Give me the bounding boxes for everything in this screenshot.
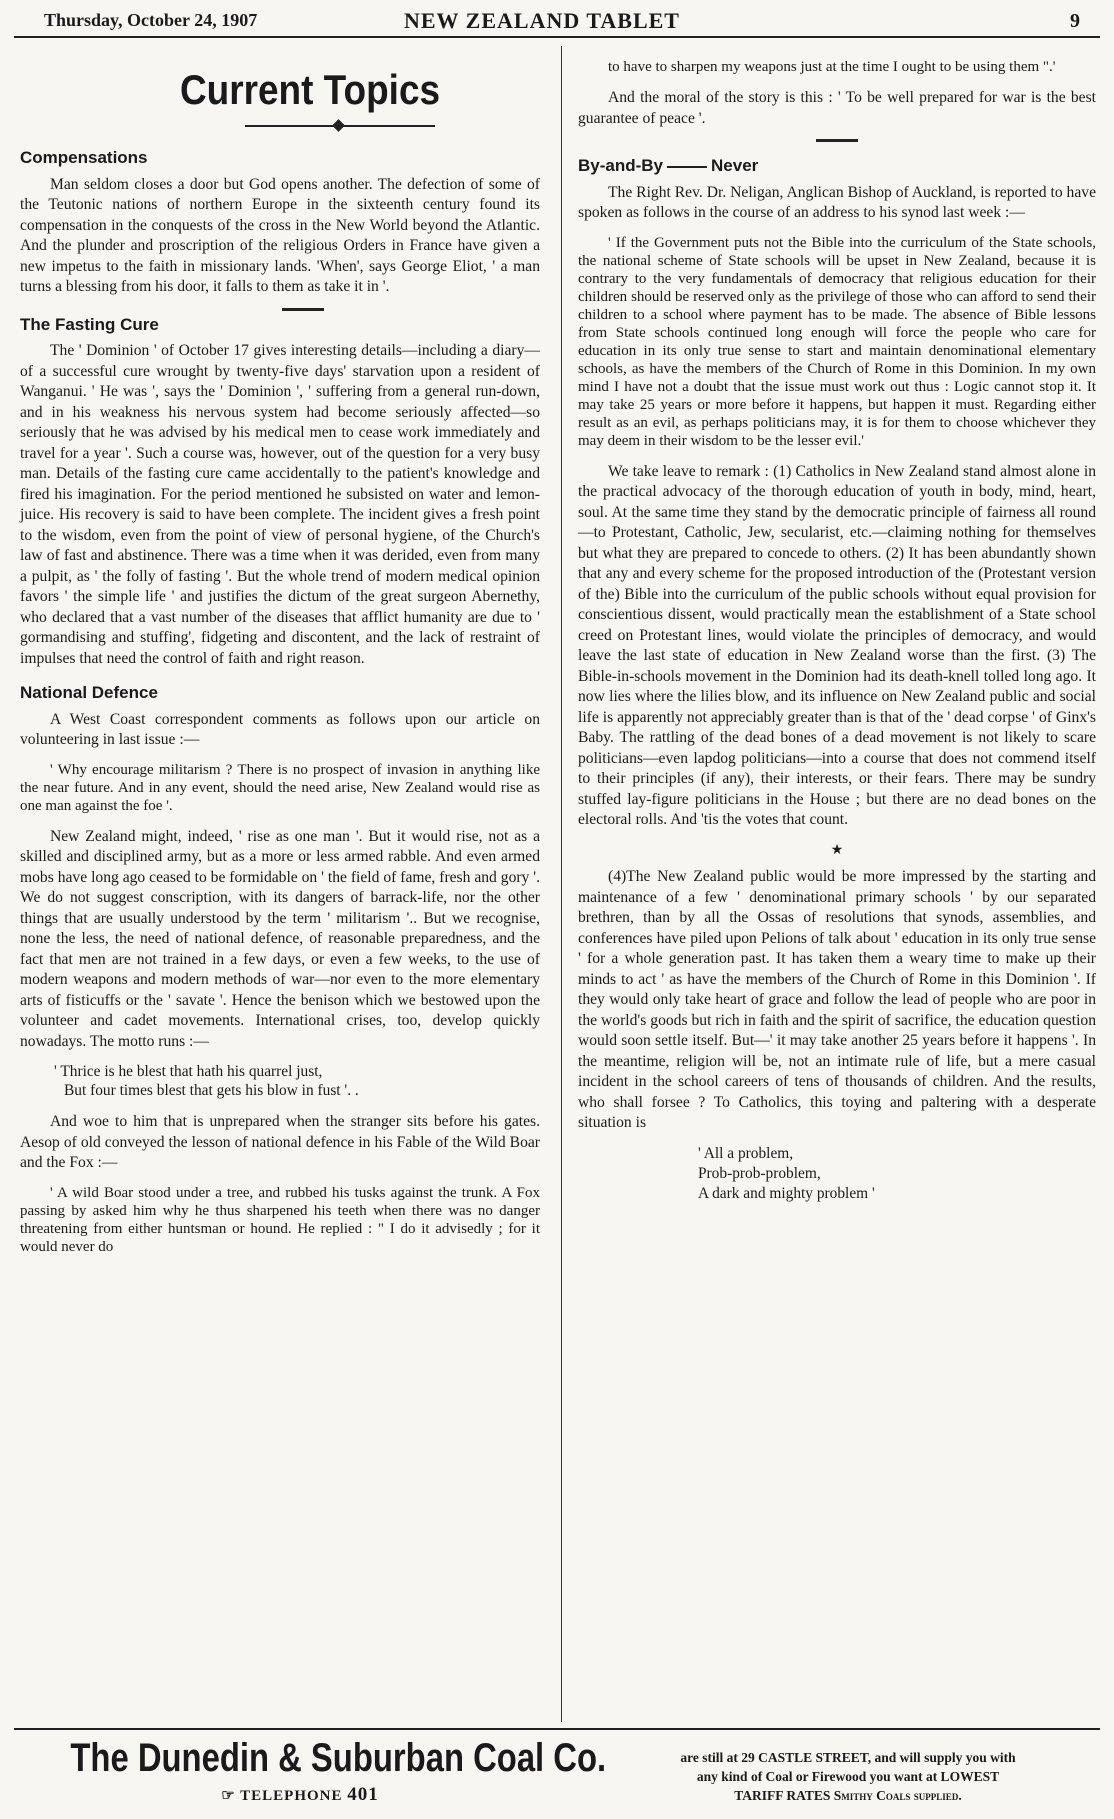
telephone-line — [20, 1784, 580, 1806]
masthead-rule — [14, 36, 1100, 38]
verse-line: But four times blest that gets his blow in fust '. . — [64, 1082, 359, 1099]
coal-company-advert — [20, 1736, 607, 1806]
verse-line: A dark and mighty problem ' — [698, 1184, 875, 1202]
left-column — [20, 48, 540, 1268]
telephone-label: TELEPHONE — [240, 1788, 343, 1804]
defence-paragraph-1: A West Coast correspondent comments as follows upon our article on volunteering in last issue :— — [20, 710, 540, 748]
telephone-number: 401 — [347, 1784, 379, 1805]
advert-line: TARIFF RATES Smithy Coals supplied. — [734, 1788, 962, 1803]
verse-line: Prob-prob-problem, — [698, 1164, 821, 1182]
headline-ornament — [80, 118, 540, 134]
bishop-quote: ' If the Government puts not the Bible into the curriculum of the State schools, the national scheme of State schools will be upset in New Zealand, because it is contrary to the very fundamentals of democracy that religious education for their children should be reserved only as the privilege of those who can afford to send their children to a school where payment has to be made. The absence of Bible lessons from State schools continued long enough will force the people who care for education in its only true sense to start and maintain denominational elementary schools, as have the members of the Church of Rome in this Dominion. In my own mind I have not a doubt that the issue must work out thus : Logic cannot stop it. It may take 25 years or more before it happens, but happen it must. Regarding either result as an evil, as perhaps politicians may, it is for them to choose whichever they may deem in their wisdom to be the lesser evil.' — [578, 234, 1096, 449]
defence-paragraph-3: And woe to him that is unprepared when the stranger sits before his gates. Aesop of old conveyed the lesson of national defence in his Fable of the Wild Boar and the Fox :— — [20, 1113, 540, 1171]
section-heading-compensations: Compensations — [20, 148, 148, 167]
by-and-by-paragraph-2: We take leave to remark : (1) Catholics in New Zealand stand almost alone in the practical advocacy of the thorough education of youth in body, mind, heart, soul. At the same time they stand by the democratic principle of fairness all round—to Protestant, Catholic, Jew, secularist, etc.—claiming nothing for themselves but what they are prepared to concede to others. (2) It has been abundantly shown that any and every scheme for the proposed introduction of the (Protestant version of the) Bible into the curriculum of the public schools without equal provision for conscientious dissent, would practically mean the establishment of a State school creed on Protestant lines, would violate the principles of democracy, and would leave the last state of education in New Zealand worse than the first. (3) The Bible-in-schools movement in the Dominion had its death-knell tolled long ago. It now lies where the lilies blow, and its influence on New Zealand public and social life is apparently not appreciably greater than is that of the ' dead corpse ' of Ginx's Baby. The rattling of the dead bones of a dead movement is not likely to scare politicians—even lapdog politicians—into a course that does not commend itself to their principles (if any), their interests, or their fears. There may be sundry stuffed lay-figure politicians in the House ; but there are no dead bones on the electoral rolls. And 'tis the votes that count. — [578, 462, 1096, 828]
issue-date: Thursday, October 24, 1907 — [44, 10, 258, 30]
section-heading-by-and-by — [578, 156, 1096, 177]
page-number: 9 — [1070, 10, 1080, 32]
footer-rule — [14, 1728, 1100, 1730]
star-icon: ★ — [830, 842, 844, 858]
fable-quote-continued: to have to sharpen my weapons just at the time I ought to be using them ".' — [608, 59, 1056, 75]
right-column — [578, 58, 1096, 1216]
section-divider — [816, 139, 858, 142]
advert-line: are still at 29 CASTLE STREET, and will supply you with — [680, 1750, 1016, 1765]
compensations-paragraph: Man seldom closes a door but God opens another. The defection of some of the Teutonic nations of northern Europe in the sixteenth century found its compensation in the conquests of the cross in the New World beyond the Atlantic. And the plunder and proscription of the religious Orders in France have given a new impetus to the faith in missionary lands. 'When', says George Eliot, ' a man turns a blessing from his door, it falls to them as take it in '. — [20, 175, 540, 295]
closing-verse — [578, 1144, 1096, 1204]
heading-part: By-and-By — [578, 156, 664, 175]
section-divider — [282, 308, 324, 311]
newspaper-title: NEW ZEALAND TABLET — [404, 8, 680, 33]
defence-verse — [20, 1062, 540, 1100]
by-and-by-paragraph-3: (4)The New Zealand public would be more impressed by the starting and maintenance of a few ' denominational primary schools ' by our separated brethren, than by all the Ossas of resolutions that synods, assemblies, and conferences have piled upon Pelions of talk about ' education in its only true sense ' for a whole generation past. It has taken them a weary time to make up their minds to act ' as have the members of the Church of Rome in this Dominion '. If they would only take heart of grace and follow the lead of people who are poor in the world's goods but rich in faith and the spirit of sacrifice, the education question would soon settle itself. But—' it may take another 25 years before it happens '. In the meantime, religion will be, not an intimate rule of life, but a mere casual incident in the school careers of tens of thousands of children. And the results, who shall forsee ? To Catholics, this toying and paltering with a desperate situation is — [578, 868, 1096, 1131]
fable-quote: ' A wild Boar stood under a tree, and rubbed his tusks against the trunk. A Fox passing by asked him why he thus sharpened his teeth when there was no danger threatening from either huntsman or hound. He replied : " I do it advisedly ; for it would never do — [20, 1184, 540, 1255]
diamond-icon — [332, 119, 345, 132]
section-heading-fasting-cure: The Fasting Cure — [20, 314, 159, 334]
verse-line: ' All a problem, — [698, 1144, 794, 1162]
column-divider — [561, 46, 562, 1722]
by-and-by-paragraph-1: The Right Rev. Dr. Neligan, Anglican Bishop of Auckland, is reported to have spoken as follows in the course of an address to his synod last week :— — [578, 183, 1096, 221]
coal-company-details — [598, 1748, 1098, 1805]
heading-dash — [667, 166, 707, 168]
verse-line: ' Thrice is he blest that hath his quarrel just, — [54, 1063, 323, 1080]
defence-paragraph-2: New Zealand might, indeed, ' rise as one man '. But it would rise, not as a skilled and disciplined army, but as a more or less armed rabble. And even armed mobs have long ago ceased to be formidable on ' the field of fame, fresh and gory '. We do not suggest conscription, with its dangers of barrack-life, nor the other things that are usually understood by the term ' militarism '.. But we recognise, none the less, the need of national defence, of reasonable preparedness, and the fact that men are not trained in a few days, or even a few weeks, to the use of modern weapons and modern methods of war—nor even to the more elementary arts of fisticuffs or the ' savate '. Hence the benison which we bestowed upon the volunteer and cadet movements. International crises, too, develop quickly nowadays. The motto runs :— — [20, 827, 540, 1050]
advert-line: any kind of Coal or Firewood you want at LOWEST — [696, 1769, 1000, 1784]
page-headline: Current Topics — [179, 66, 441, 113]
fasting-cure-paragraph: The ' Dominion ' of October 17 gives interesting details—including a diary—of a successful cure wrought by twenty-five days' starvation upon a resident of Wanganui. ' He was ', says the ' Dominion ', ' suffering from a general run-down, and in his weakness his nervous system had become seriously affected—so seriously that he was advised by his medical men to cease work immediately and travel for a year '. Such a course was, however, out of the question for a very busy man. Details of the fasting cure came accidentally to the patient's knowledge and fired his imagination. For the period mentioned he subsisted on water and lemon-juice. His recovery is said to have been complete. The incident gives a fresh point to the wisdom, even from the point of view of personal hygiene, of the Church's law of fast and abstinence. There was a time when it was derided, even from many a pulpit, as ' the folly of fasting '. But the whole trend of modern medical opinion favors ' the simple life ' and justifies the dictum of the great surgeon Abernethy, who declared that a vast number of the diseases that afflict humanity are due to ' gormandising and stuffing', fidgeting and discontent, and the lack of restraint of impulses that need the control of faith and right reason. — [20, 342, 540, 667]
section-heading-national-defence: National Defence — [20, 683, 158, 702]
company-name: The Dunedin & Suburban Coal Co. — [70, 1736, 607, 1780]
pointing-hand-icon: ☞ — [221, 1788, 236, 1804]
fable-moral: And the moral of the story is this : ' To be well prepared for war is the best guarantee of peace '. — [578, 89, 1096, 127]
heading-part: Never — [711, 156, 759, 175]
defence-quote-militarism: ' Why encourage militarism ? There is no prospect of invasion in anything like the near future. And in any event, should the need arise, New Zealand would rise as one man against the foe '. — [20, 761, 540, 814]
masthead — [14, 6, 1104, 36]
